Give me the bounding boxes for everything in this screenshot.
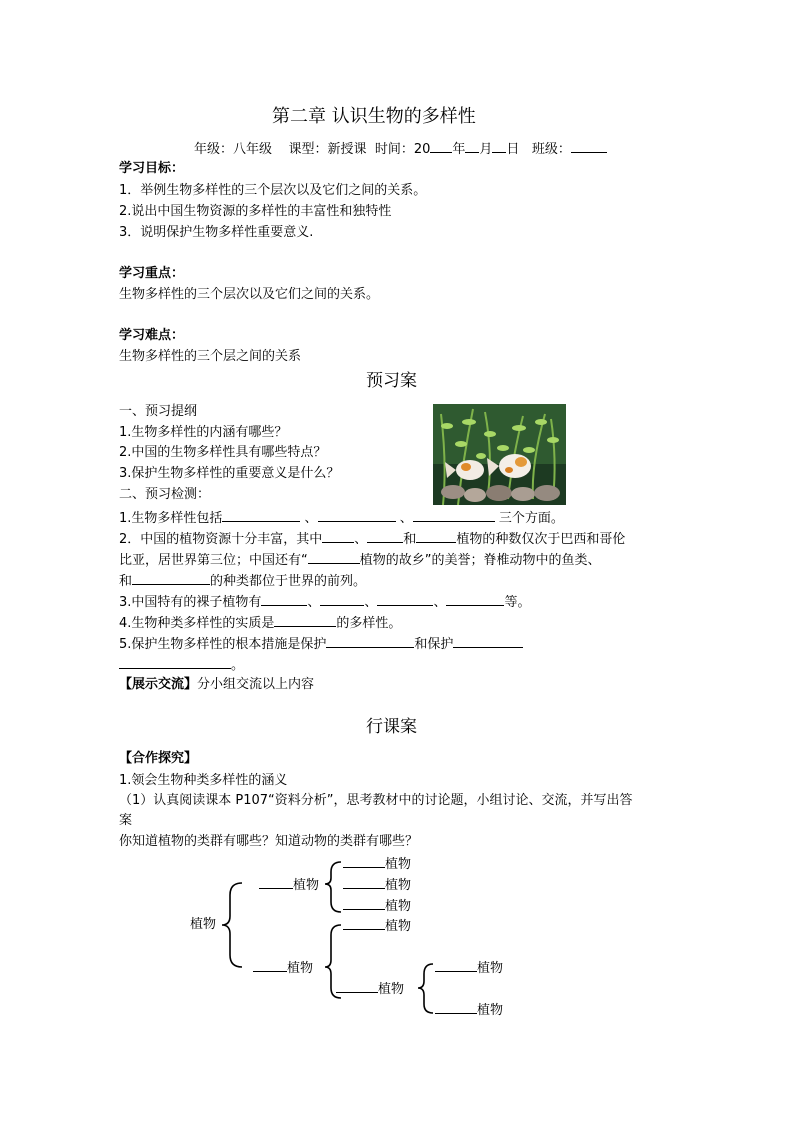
tree-node [259,877,319,892]
q1-sep: 、 [304,511,318,526]
tree-node [336,981,404,996]
tree-node [343,877,411,892]
blank[interactable] [435,960,477,972]
q2-text: 比亚，居世界第三位；中国还有“ [119,553,308,568]
objectives-heading: 学习目标： [119,161,185,176]
q2-text: 和 [119,574,133,589]
blank[interactable] [343,918,385,930]
key-points-heading: 学习重点： [119,266,185,281]
tree-label: 植物 [477,961,504,976]
blank[interactable] [336,981,378,993]
q3-text: 3.中国特有的裸子植物有 [119,595,262,610]
tree-label: 植物 [293,878,320,893]
q3-end: 等。 [504,595,531,610]
q4-text: 的多样性。 [336,616,402,631]
objective-item: 1．举例生物多样性的三个层次以及它们之间的关系。 [119,183,427,198]
tree-label: 植物 [477,1003,504,1018]
q5-end: 。 [231,658,245,673]
q2-text: 的种类都位于世界的前列。 [210,574,367,589]
difficulties-heading: 学习难点： [119,328,185,343]
blank[interactable] [259,877,293,889]
lesson-question: 你知道植物的类群有哪些？知道动物的类群有哪些？ [119,834,419,849]
tree-node [343,856,411,871]
blank[interactable] [435,1002,477,1014]
tree-node [253,960,313,975]
outline-heading: 一、预习提纲 [119,404,198,419]
tree-node [343,918,411,933]
coop-label: 【合作探究】 [119,751,198,766]
blank[interactable] [343,856,385,868]
tree-node [435,960,503,975]
q2-sep: 、 [354,532,368,547]
objective-item: 2.说出中国生物资源的多样性的丰富性和独特性 [119,204,392,219]
exchange-text: 分小组交流以上内容 [197,677,315,692]
objective-item: 3．说明保护生物多样性重要意义. [119,225,314,240]
tree-label: 植物 [385,857,412,872]
meta-time: 时间：20 [374,142,431,157]
tree-label: 植物 [385,878,412,893]
q3-sep: 、 [364,595,378,610]
meta-class: 班级： [531,142,571,157]
tree-node [435,1002,503,1017]
tree-label: 植物 [385,899,412,914]
q1-end: 三个方面。 [498,511,564,526]
meta-month: 月 [479,142,493,157]
q2-text: 植物的故乡”的美誉；脊椎动物中的鱼类、 [359,553,601,568]
outline-item: 2.中国的生物多样性具有哪些特点？ [119,445,327,460]
lesson-item-1: 1.领会生物种类多样性的涵义 [119,773,288,788]
q2-text: 植物的种数仅次于巴西和哥伦 [456,532,626,547]
outline-item: 3.保护生物多样性的重要意义是什么？ [119,466,340,481]
q5-text: 和保护 [414,637,454,652]
q3-sep: 、 [307,595,321,610]
blank[interactable] [343,877,385,889]
blank[interactable] [253,960,287,972]
lesson-heading: 行课案 [366,717,417,737]
outline-item: 1.生物多样性的内涵有哪些？ [119,425,288,440]
lesson-item-1-sub-2: 案 [119,813,133,828]
meta-type: 课型：新授课 [288,142,367,157]
tree-label: 植物 [287,961,314,976]
meta-year: 年 [452,142,466,157]
q1-sep: 、 [399,511,413,526]
q2-sep: 和 [403,532,417,547]
lesson-item-1-sub: （1）认真阅读课本 P107“资料分析”，思考教材中的讨论题，小组讨论、交流，并写出答 [119,793,633,808]
meta-day: 日 [506,142,520,157]
exchange-label: 【展示交流】 [119,677,198,692]
tree-label: 植物 [385,919,412,934]
key-points-text: 生物多样性的三个层次以及它们之间的关系。 [119,287,380,302]
q4-text: 4.生物种类多样性的实质是 [119,616,275,631]
preview-heading: 预习案 [366,371,417,391]
tree-node [343,898,411,913]
meta-grade: 年级：八年级 [194,142,273,157]
tree-label: 植物 [378,982,405,997]
q2-text: 2．中国的植物资源十分丰富，其中 [119,532,323,547]
difficulties-text: 生物多样性的三个层之间的关系 [119,349,302,364]
tree-root: 植物 [190,917,217,932]
blank[interactable] [343,898,385,910]
q1-text: 1.生物多样性包括 [119,511,223,526]
page-title: 第二章 认识生物的多样性 [272,106,476,127]
check-heading: 二、预习检测： [119,487,211,502]
q3-sep: 、 [433,595,447,610]
q5-text: 5.保护生物多样性的根本措施是保护 [119,637,327,652]
